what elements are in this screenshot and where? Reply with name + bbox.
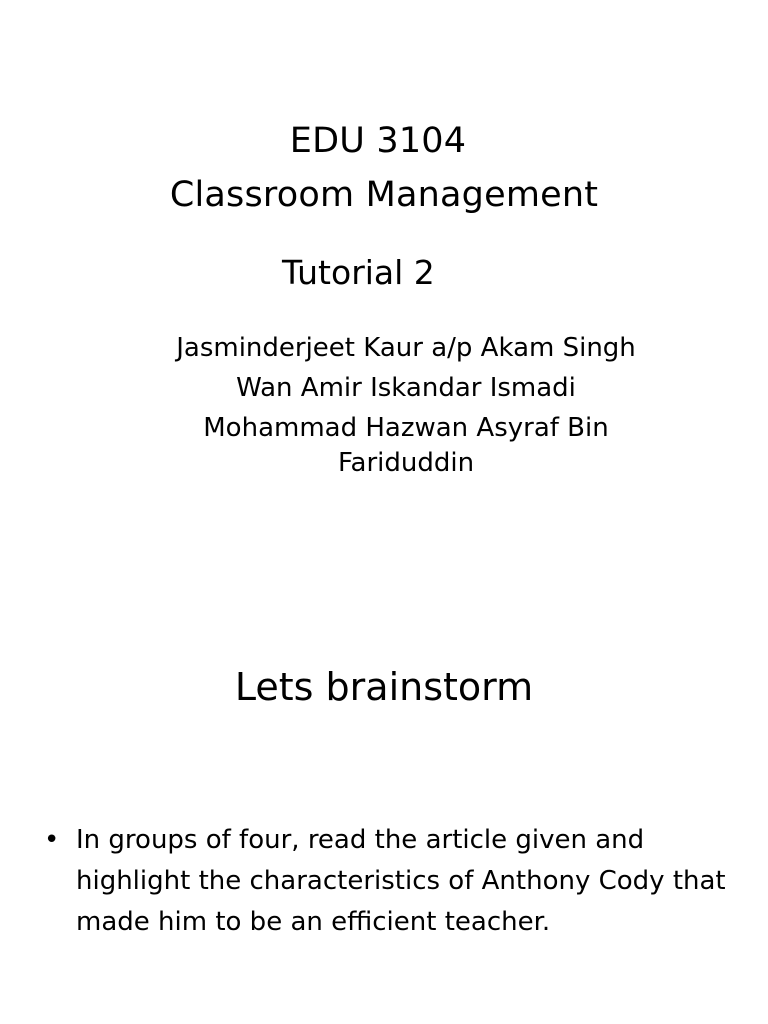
- bullet-text: In groups of four, read the article given and highlight the characteristics of Anthony Cody that made him to be an efficient teacher.: [76, 825, 726, 937]
- bullet-item: [44, 820, 754, 943]
- author-name-continued: Fariduddin: [337, 448, 475, 478]
- author-name: Wan Amir Iskandar Ismadi: [236, 373, 576, 403]
- course-code: EDU 3104: [289, 121, 467, 161]
- brainstorm-slide: [0, 512, 768, 1024]
- author-name: Jasminderjeet Kaur a/p Akam Singh: [176, 333, 636, 363]
- bullet-list: [44, 820, 754, 943]
- author-list: [0, 328, 768, 478]
- bullet-icon: •: [44, 825, 60, 855]
- course-title: Classroom Management: [169, 175, 599, 215]
- author-name: Mohammad Hazwan Asyraf Bin: [203, 413, 609, 443]
- slide-title: Lets brainstorm: [234, 665, 534, 709]
- tutorial-label: Tutorial 2: [282, 253, 435, 292]
- slide-title: [0, 114, 768, 222]
